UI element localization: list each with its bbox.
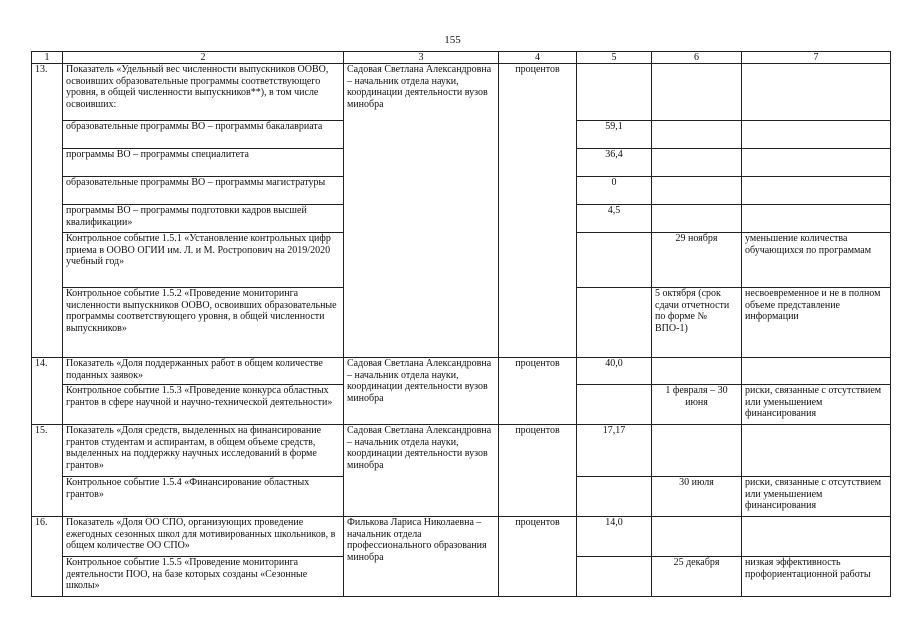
deadline-cell: 25 декабря (652, 557, 742, 597)
page-number: 155 (444, 34, 461, 46)
value-cell (577, 477, 652, 517)
table-row (32, 64, 891, 121)
indicator-cell: Контрольное событие 1.5.2 «Проведение мониторинга численности выпускников ООВО, освоивших образовательные программы соответствующего уровня, в общей численности выпускников» (63, 288, 344, 358)
indicator-cell: Контрольное событие 1.5.3 «Проведение конкурса областных грантов в сфере научной и научно-технической деятельности» (63, 385, 344, 425)
responsible-cell: Садовая Светлана Александровна – начальник отдела науки, координации деятельности вузов минобра (344, 64, 499, 358)
deadline-cell (652, 517, 742, 557)
value-cell: 40,0 (577, 358, 652, 385)
risk-cell: риски, связанные с отсутствием или уменьшением финансирования (742, 385, 891, 425)
risk-cell (742, 517, 891, 557)
risk-cell (742, 205, 891, 233)
value-cell: 17,17 (577, 425, 652, 477)
value-cell (577, 385, 652, 425)
header-cell: 1 (32, 52, 63, 64)
table-row (32, 425, 891, 477)
table-row (32, 358, 891, 385)
table-row (32, 517, 891, 557)
header-cell: 4 (499, 52, 577, 64)
value-cell (577, 557, 652, 597)
deadline-cell (652, 64, 742, 121)
deadline-cell (652, 425, 742, 477)
deadline-cell: 1 февраля – 30 июня (652, 385, 742, 425)
plan-table (31, 51, 891, 597)
responsible-cell: Филькова Лариса Николаевна – начальник отдела профессионального образования минобра (344, 517, 499, 597)
risk-cell: уменьшение количества обучающихся по программам (742, 233, 891, 288)
header-cell: 6 (652, 52, 742, 64)
row-number: 16. (32, 517, 63, 597)
deadline-cell: 5 октября (срок сдачи отчетности по форме № ВПО-1) (652, 288, 742, 358)
value-cell: 14,0 (577, 517, 652, 557)
risk-cell (742, 177, 891, 205)
row-number: 13. (32, 64, 63, 358)
value-cell: 59,1 (577, 121, 652, 149)
indicator-cell: Контрольное событие 1.5.1 «Установление контрольных цифр приема в ООВО ОГИИ им. Л. и М. Ростропович на 2019/2020 учебный год» (63, 233, 344, 288)
indicator-cell: Показатель «Удельный вес численности выпускников ООВО, освоивших образовательные программы соответствующего уровня, в общей численности выпускников**), в том числе освоивших: (63, 64, 344, 121)
risk-cell (742, 121, 891, 149)
header-cell: 7 (742, 52, 891, 64)
value-cell: 4,5 (577, 205, 652, 233)
header-cell: 2 (63, 52, 344, 64)
deadline-cell (652, 358, 742, 385)
deadline-cell (652, 205, 742, 233)
deadline-cell: 30 июля (652, 477, 742, 517)
risk-cell (742, 425, 891, 477)
unit-cell: процентов (499, 64, 577, 358)
unit-cell: процентов (499, 358, 577, 425)
indicator-cell: Показатель «Доля поддержанных работ в общем количестве поданных заявок» (63, 358, 344, 385)
indicator-cell: программы ВО – программы подготовки кадров высшей квалификации» (63, 205, 344, 233)
indicator-cell: Контрольное событие 1.5.4 «Финансирование областных грантов» (63, 477, 344, 517)
row-number: 15. (32, 425, 63, 517)
indicator-cell: Контрольное событие 1.5.5 «Проведение мониторинга деятельности ПОО, на базе которых созданы «Сезонные школы» (63, 557, 344, 597)
risk-cell: риски, связанные с отсутствием или уменьшением финансирования (742, 477, 891, 517)
header-cell: 3 (344, 52, 499, 64)
value-cell (577, 233, 652, 288)
indicator-cell: Показатель «Доля ОО СПО, организующих проведение ежегодных сезонных школ для мотивированных школьников, в общем количестве ОО СПО» (63, 517, 344, 557)
row-number: 14. (32, 358, 63, 425)
risk-cell: низкая эффективность профориентационной работы (742, 557, 891, 597)
deadline-cell (652, 149, 742, 177)
responsible-cell: Садовая Светлана Александровна – начальник отдела науки, координации деятельности вузов минобра (344, 425, 499, 517)
indicator-cell: Показатель «Доля средств, выделенных на финансирование грантов студентам и аспирантам, в общем объеме средств, выделенных на поддержку научных исследований в форме грантов» (63, 425, 344, 477)
unit-cell: процентов (499, 517, 577, 597)
deadline-cell (652, 121, 742, 149)
indicator-cell: программы ВО – программы специалитета (63, 149, 344, 177)
risk-cell: несвоевременное и не в полном объеме представление информации (742, 288, 891, 358)
value-cell: 0 (577, 177, 652, 205)
value-cell (577, 288, 652, 358)
responsible-cell: Садовая Светлана Александровна – начальник отдела науки, координации деятельности вузов минобра (344, 358, 499, 425)
indicator-cell: образовательные программы ВО – программы магистратуры (63, 177, 344, 205)
value-cell: 36,4 (577, 149, 652, 177)
risk-cell (742, 358, 891, 385)
header-cell: 5 (577, 52, 652, 64)
risk-cell (742, 64, 891, 121)
deadline-cell (652, 177, 742, 205)
risk-cell (742, 149, 891, 177)
deadline-cell: 29 ноября (652, 233, 742, 288)
indicator-cell: образовательные программы ВО – программы бакалавриата (63, 121, 344, 149)
value-cell (577, 64, 652, 121)
unit-cell: процентов (499, 425, 577, 517)
header-row (32, 52, 891, 64)
